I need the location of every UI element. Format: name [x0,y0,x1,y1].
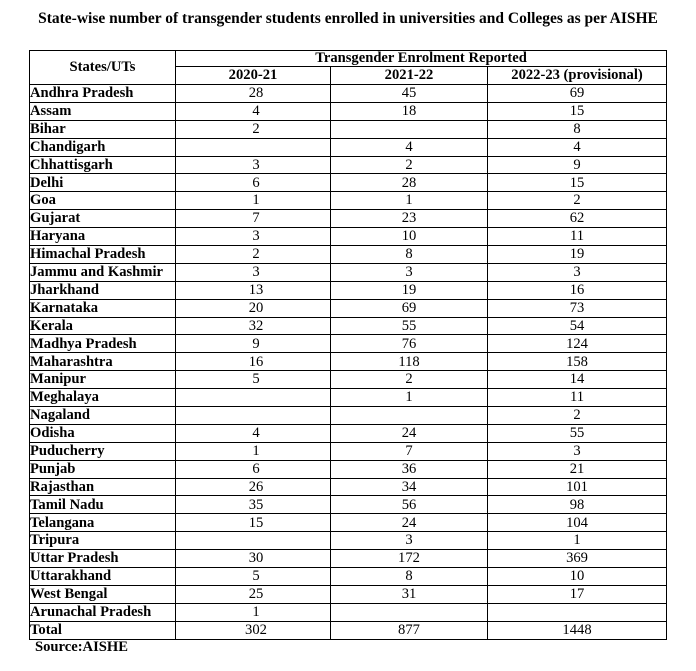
table-row [30,156,667,174]
enrolment-value-2020-21: 3 [176,263,331,281]
enrolment-value-2022-23: 62 [488,210,667,228]
state-name: Tripura [30,532,176,550]
enrolment-value-2021-22: 45 [331,85,488,103]
enrolment-value-2020-21: 26 [176,478,331,496]
state-name: Jammu and Kashmir [30,263,176,281]
total-value-2020-21: 302 [176,621,331,639]
state-name: Chandigarh [30,138,176,156]
enrolment-value-2021-22: 23 [331,210,488,228]
state-name: Goa [30,192,176,210]
enrolment-value-2022-23: 15 [488,174,667,192]
enrolment-value-2021-22: 34 [331,478,488,496]
state-name: Uttar Pradesh [30,550,176,568]
state-name: Gujarat [30,210,176,228]
enrolment-value-2020-21: 4 [176,424,331,442]
source-note: Source:AISHE [35,639,128,655]
table-row [30,550,667,568]
enrolment-value-2020-21 [176,532,331,550]
enrolment-value-2022-23: 98 [488,496,667,514]
enrolment-value-2021-22: 8 [331,568,488,586]
enrolment-value-2020-21: 30 [176,550,331,568]
enrolment-value-2020-21: 3 [176,156,331,174]
enrolment-value-2021-22: 3 [331,263,488,281]
state-name: Chhattisgarh [30,156,176,174]
enrolment-value-2020-21: 9 [176,335,331,353]
state-name: Meghalaya [30,389,176,407]
enrolment-value-2020-21: 3 [176,228,331,246]
enrolment-value-2021-22: 19 [331,281,488,299]
enrolment-value-2022-23: 11 [488,228,667,246]
state-name: Himachal Pradesh [30,246,176,264]
enrolment-value-2022-23 [488,603,667,621]
table-row [30,478,667,496]
table-body [30,85,667,640]
enrolment-value-2021-22 [331,407,488,425]
total-value-2022-23: 1448 [488,621,667,639]
year-header-2020-21: 2020-21 [176,67,331,85]
state-name: Karnataka [30,299,176,317]
state-name: Andhra Pradesh [30,85,176,103]
enrolment-value-2020-21: 1 [176,442,331,460]
enrolment-value-2020-21: 15 [176,514,331,532]
enrolment-value-2022-23: 101 [488,478,667,496]
enrolment-value-2022-23: 19 [488,246,667,264]
enrolment-value-2022-23: 10 [488,568,667,586]
enrolment-value-2021-22 [331,120,488,138]
enrolment-value-2022-23: 14 [488,371,667,389]
table-row [30,532,667,550]
table-row [30,353,667,371]
enrolment-value-2020-21 [176,407,331,425]
enrolment-value-2022-23: 21 [488,460,667,478]
enrolment-value-2020-21 [176,389,331,407]
enrolment-value-2022-23: 11 [488,389,667,407]
state-name: Bihar [30,120,176,138]
state-name: Odisha [30,424,176,442]
enrolment-value-2022-23: 2 [488,192,667,210]
enrolment-value-2020-21: 2 [176,120,331,138]
enrolment-value-2022-23: 2 [488,407,667,425]
state-name: Tamil Nadu [30,496,176,514]
enrolment-value-2022-23: 9 [488,156,667,174]
state-name: Arunachal Pradesh [30,603,176,621]
state-name: Uttarakhand [30,568,176,586]
total-row [30,621,667,639]
table-row [30,317,667,335]
enrolment-value-2021-22: 2 [331,371,488,389]
enrolment-value-2022-23: 4 [488,138,667,156]
state-name: Haryana [30,228,176,246]
table-row [30,299,667,317]
table-row [30,281,667,299]
table-row [30,424,667,442]
enrolment-value-2022-23: 3 [488,442,667,460]
state-name: Rajasthan [30,478,176,496]
enrolment-value-2021-22 [331,603,488,621]
enrolment-value-2021-22: 18 [331,102,488,120]
table-row [30,210,667,228]
enrolment-value-2022-23: 1 [488,532,667,550]
enrolment-value-2020-21: 1 [176,603,331,621]
enrolment-value-2022-23: 17 [488,585,667,603]
table-row [30,585,667,603]
enrolment-value-2020-21: 2 [176,246,331,264]
enrolment-value-2022-23: 16 [488,281,667,299]
enrolment-value-2020-21: 35 [176,496,331,514]
enrolment-value-2021-22: 76 [331,335,488,353]
enrolment-value-2022-23: 124 [488,335,667,353]
enrolment-value-2021-22: 56 [331,496,488,514]
states-column-header: States/UTs [30,51,176,85]
enrolment-value-2022-23: 3 [488,263,667,281]
state-name: West Bengal [30,585,176,603]
table-row [30,228,667,246]
table-row [30,496,667,514]
year-header-2021-22: 2021-22 [331,67,488,85]
state-name: Nagaland [30,407,176,425]
enrolment-value-2021-22: 36 [331,460,488,478]
enrolment-value-2021-22: 172 [331,550,488,568]
enrolment-value-2022-23: 55 [488,424,667,442]
enrolment-value-2021-22: 4 [331,138,488,156]
table-row [30,460,667,478]
enrolment-value-2022-23: 69 [488,85,667,103]
enrolment-value-2020-21: 6 [176,460,331,478]
enrolment-value-2021-22: 10 [331,228,488,246]
state-name: Madhya Pradesh [30,335,176,353]
enrolment-value-2021-22: 24 [331,424,488,442]
enrolment-value-2021-22: 118 [331,353,488,371]
table-row [30,442,667,460]
total-value-2021-22: 877 [331,621,488,639]
state-name: Manipur [30,371,176,389]
enrolment-value-2021-22: 2 [331,156,488,174]
enrolment-value-2021-22: 31 [331,585,488,603]
enrolment-value-2022-23: 369 [488,550,667,568]
enrolment-value-2022-23: 15 [488,102,667,120]
enrolment-value-2020-21: 5 [176,371,331,389]
state-name: Kerala [30,317,176,335]
state-name: Puducherry [30,442,176,460]
state-name: Assam [30,102,176,120]
enrolment-group-header: Transgender Enrolment Reported [176,51,667,67]
table-row [30,407,667,425]
document-title: State-wise number of transgender students enrolled in universities and Colleges as per AISHE [38,10,658,27]
enrolment-value-2021-22: 1 [331,389,488,407]
table-row [30,102,667,120]
enrolment-value-2022-23: 73 [488,299,667,317]
table-row [30,192,667,210]
enrolment-value-2020-21: 1 [176,192,331,210]
table-row [30,138,667,156]
table-row [30,568,667,586]
table-row [30,389,667,407]
table-row [30,174,667,192]
state-name: Jharkhand [30,281,176,299]
table-row [30,120,667,138]
enrolment-value-2020-21: 7 [176,210,331,228]
enrolment-value-2020-21: 25 [176,585,331,603]
state-name: Punjab [30,460,176,478]
table-row [30,371,667,389]
header-row-group [30,51,667,67]
enrolment-value-2020-21: 32 [176,317,331,335]
table-row [30,263,667,281]
enrolment-value-2021-22: 8 [331,246,488,264]
enrolment-value-2022-23: 104 [488,514,667,532]
enrolment-value-2021-22: 24 [331,514,488,532]
enrolment-value-2020-21: 13 [176,281,331,299]
enrolment-value-2021-22: 3 [331,532,488,550]
enrolment-value-2021-22: 1 [331,192,488,210]
table-row [30,514,667,532]
enrolment-value-2021-22: 28 [331,174,488,192]
year-header-2022-23: 2022-23 (provisional) [488,67,667,85]
enrolment-value-2021-22: 55 [331,317,488,335]
enrolment-value-2022-23: 8 [488,120,667,138]
enrolment-value-2020-21: 28 [176,85,331,103]
enrolment-value-2020-21: 6 [176,174,331,192]
enrolment-value-2020-21: 5 [176,568,331,586]
enrolment-value-2020-21: 4 [176,102,331,120]
table-row [30,85,667,103]
table-row [30,603,667,621]
enrolment-value-2021-22: 69 [331,299,488,317]
table-row [30,246,667,264]
enrolment-value-2020-21 [176,138,331,156]
enrolment-value-2022-23: 158 [488,353,667,371]
enrolment-value-2022-23: 54 [488,317,667,335]
state-name: Telangana [30,514,176,532]
table-row [30,335,667,353]
enrolment-value-2020-21: 20 [176,299,331,317]
enrolment-value-2020-21: 16 [176,353,331,371]
enrolment-table [29,50,667,640]
total-label: Total [30,621,176,639]
state-name: Maharashtra [30,353,176,371]
enrolment-value-2021-22: 7 [331,442,488,460]
state-name: Delhi [30,174,176,192]
